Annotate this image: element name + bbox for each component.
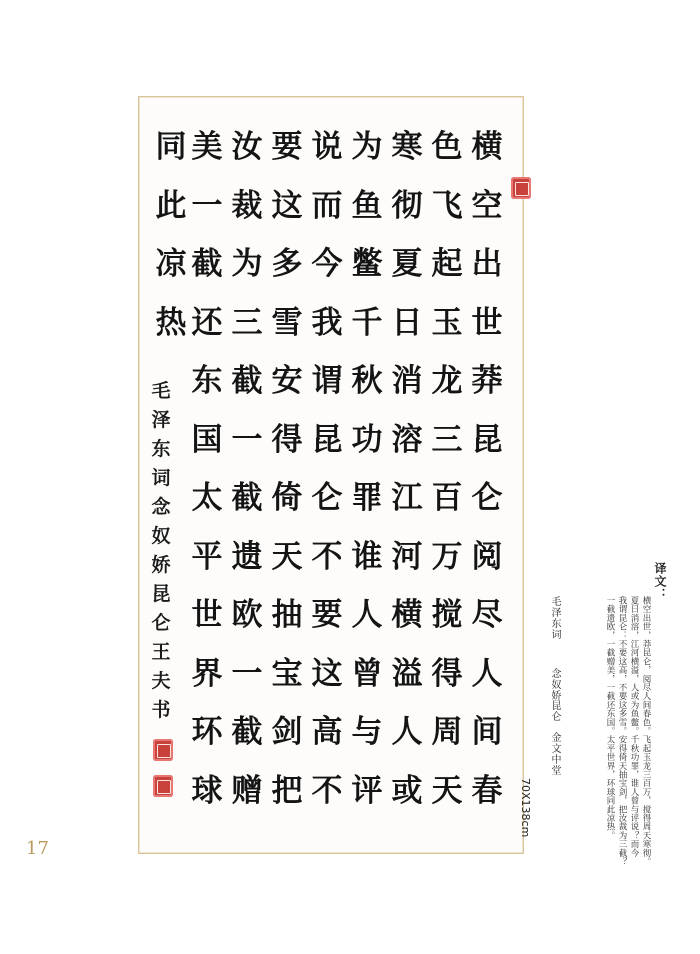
calligraphy-glyph: 色 <box>431 129 463 165</box>
calligraphy-glyph: 横 <box>391 597 423 633</box>
calligraphy-glyph: 三 <box>431 421 463 458</box>
signature-glyph: 奴 <box>151 525 171 547</box>
calligraphy-glyph: 东 <box>191 363 223 399</box>
calligraphy-glyph: 要 <box>271 129 303 165</box>
calligraphy-glyph: 抽 <box>271 597 303 633</box>
calligraphy-glyph: 截 <box>231 480 263 516</box>
calligraphy-glyph: 江 <box>391 480 423 516</box>
calligraphy-glyph: 横 <box>471 129 503 165</box>
seal-stamp-top <box>511 177 531 199</box>
signature-glyph: 念 <box>151 496 171 518</box>
calligraphy-glyph: 千 <box>351 304 383 341</box>
calligraphy-glyph: 此 <box>155 187 187 224</box>
seal-stamp <box>153 739 173 761</box>
calligraphy-glyph: 一 <box>191 187 223 224</box>
seal-stamp <box>153 775 173 797</box>
signature-glyph: 毛 <box>151 380 171 402</box>
calligraphy-glyph: 高 <box>311 714 343 750</box>
calligraphy-glyph: 罪 <box>351 480 383 516</box>
translation-line: 横空出世，莽昆仑，阅尽人间春色。飞起玉龙三百万，搅得周天寒彻。 <box>641 596 651 866</box>
calligraphy-glyph: 赠 <box>231 772 263 809</box>
calligraphy-glyph: 世 <box>191 597 223 633</box>
calligraphy-glyph: 与 <box>351 714 383 750</box>
signature-glyph: 东 <box>151 438 171 460</box>
calligraphy-glyph: 功 <box>351 421 383 458</box>
calligraphy-glyph: 消 <box>391 363 423 399</box>
page-number: 17 <box>26 838 49 859</box>
calligraphy-glyph: 龙 <box>431 363 463 399</box>
calligraphy-glyph: 说 <box>311 129 343 165</box>
translation-line: 一截遗欧，一截赠美，一截还东国。太平世界，环球同此凉热。 <box>605 596 615 840</box>
calligraphy-glyph: 飞 <box>431 187 463 224</box>
signature-glyph: 词 <box>151 467 171 489</box>
calligraphy-glyph: 把 <box>271 772 303 809</box>
calligraphy-glyph: 一 <box>231 421 263 458</box>
calligraphy-glyph: 汝 <box>231 129 263 165</box>
calligraphy-glyph: 得 <box>431 655 463 692</box>
calligraphy-glyph: 秋 <box>351 363 383 399</box>
calligraphy-glyph: 同 <box>155 129 187 165</box>
calligraphy-glyph: 球 <box>191 772 223 809</box>
calligraphy-glyph: 而 <box>311 187 343 224</box>
calligraphy-glyph: 得 <box>271 421 303 458</box>
calligraphy-glyph: 阅 <box>471 538 503 575</box>
calligraphy-glyph: 我 <box>311 304 343 341</box>
calligraphy-glyph: 谓 <box>311 363 343 399</box>
calligraphy-glyph: 莽 <box>471 363 503 399</box>
signature-glyph: 书 <box>151 699 171 721</box>
calligraphy-glyph: 不 <box>311 538 343 575</box>
calligraphy-glyph: 出 <box>471 246 503 282</box>
calligraphy-glyph: 溢 <box>391 655 423 692</box>
calligraphy-glyph: 周 <box>431 714 463 750</box>
translation-line: 夏日消溶，江河横溢，人或为鱼鳖。千秋功罪，谁人曾与评说？而今 <box>629 596 639 857</box>
calligraphy-glyph: 昆 <box>471 421 503 458</box>
calligraphy-glyph: 欧 <box>231 597 263 633</box>
calligraphy-glyph: 环 <box>191 714 223 750</box>
calligraphy-glyph: 起 <box>431 246 463 282</box>
calligraphy-glyph: 截 <box>231 363 263 399</box>
calligraphy-glyph: 平 <box>191 538 223 575</box>
signature-glyph: 娇 <box>151 554 171 576</box>
caption-poem: 昆仑 <box>549 700 560 722</box>
signature-glyph: 仑 <box>151 612 171 634</box>
calligraphy-glyph: 多 <box>271 246 303 282</box>
calligraphy-body <box>151 127 513 837</box>
calligraphy-glyph: 截 <box>231 714 263 750</box>
calligraphy-glyph: 玉 <box>431 304 463 341</box>
caption-title: 念奴娇 <box>549 668 560 701</box>
calligraphy-glyph: 太 <box>191 480 223 516</box>
calligraphy-glyph: 或 <box>391 772 423 809</box>
caption-size: 70X138cm <box>519 778 532 838</box>
calligraphy-glyph: 三 <box>231 304 263 341</box>
calligraphy-glyph: 天 <box>431 772 463 809</box>
calligraphy-glyph: 热 <box>155 304 187 341</box>
signature-glyph: 夫 <box>151 670 171 692</box>
calligraphy-glyph: 春 <box>471 772 503 809</box>
calligraphy-glyph: 人 <box>351 597 383 633</box>
calligraphy-glyph: 宝 <box>271 655 303 692</box>
calligraphy-glyph: 截 <box>191 246 223 282</box>
calligraphy-glyph: 这 <box>311 655 343 692</box>
calligraphy-glyph: 遗 <box>231 538 263 575</box>
calligraphy-glyph: 寒 <box>391 129 423 165</box>
calligraphy-glyph: 人 <box>471 655 503 692</box>
caption-author: 毛泽东词 <box>549 596 560 640</box>
calligraphy-glyph: 这 <box>271 187 303 224</box>
calligraphy-glyph: 美 <box>191 129 223 165</box>
calligraphy-glyph: 雪 <box>271 304 303 341</box>
calligraphy-glyph: 剑 <box>271 714 303 750</box>
calligraphy-glyph: 裁 <box>231 187 263 224</box>
caption-style: 金文中堂 <box>549 732 560 776</box>
calligraphy-glyph: 万 <box>431 538 463 575</box>
calligraphy-glyph: 评 <box>351 772 383 809</box>
calligraphy-glyph: 还 <box>191 304 223 341</box>
signature-glyph: 泽 <box>151 409 171 431</box>
calligraphy-glyph: 今 <box>311 246 343 282</box>
calligraphy-glyph: 彻 <box>391 187 423 224</box>
calligraphy-glyph: 不 <box>311 772 343 809</box>
calligraphy-glyph: 夏 <box>391 246 423 282</box>
calligraphy-glyph: 人 <box>391 714 423 750</box>
calligraphy-glyph: 凉 <box>155 246 187 282</box>
calligraphy-glyph: 要 <box>311 597 343 633</box>
calligraphy-glyph: 搅 <box>431 597 463 633</box>
calligraphy-glyph: 河 <box>391 538 423 575</box>
calligraphy-glyph: 天 <box>271 538 303 575</box>
calligraphy-glyph: 空 <box>471 187 503 224</box>
calligraphy-glyph: 鱼 <box>351 187 383 224</box>
signature-glyph: 王 <box>151 641 171 663</box>
calligraphy-glyph: 仑 <box>471 480 503 516</box>
calligraphy-glyph: 日 <box>391 304 423 341</box>
calligraphy-glyph: 尽 <box>471 597 503 633</box>
calligraphy-glyph: 界 <box>191 655 223 692</box>
calligraphy-glyph: 倚 <box>271 480 303 516</box>
calligraphy-glyph: 世 <box>471 304 503 341</box>
translation-heading: 译文： <box>653 562 667 601</box>
signature-glyph: 昆 <box>151 583 171 605</box>
calligraphy-scroll <box>138 96 524 854</box>
calligraphy-glyph: 间 <box>471 714 503 750</box>
calligraphy-glyph: 仑 <box>311 480 343 516</box>
calligraphy-glyph: 安 <box>271 363 303 399</box>
calligraphy-glyph: 为 <box>351 129 383 165</box>
calligraphy-glyph: 为 <box>231 246 263 282</box>
calligraphy-glyph: 曾 <box>351 655 383 692</box>
calligraphy-glyph: 国 <box>191 421 223 458</box>
calligraphy-glyph: 昆 <box>311 421 343 458</box>
calligraphy-glyph: 百 <box>431 480 463 516</box>
calligraphy-glyph: 鳖 <box>351 246 383 282</box>
calligraphy-glyph: 溶 <box>391 421 423 458</box>
translation-line: 我谓昆仑：不要这高，不要这多雪。安得倚天抽宝剑，把汝裁为三截？ <box>617 596 627 866</box>
calligraphy-glyph: 谁 <box>351 538 383 575</box>
calligraphy-glyph: 一 <box>231 655 263 692</box>
